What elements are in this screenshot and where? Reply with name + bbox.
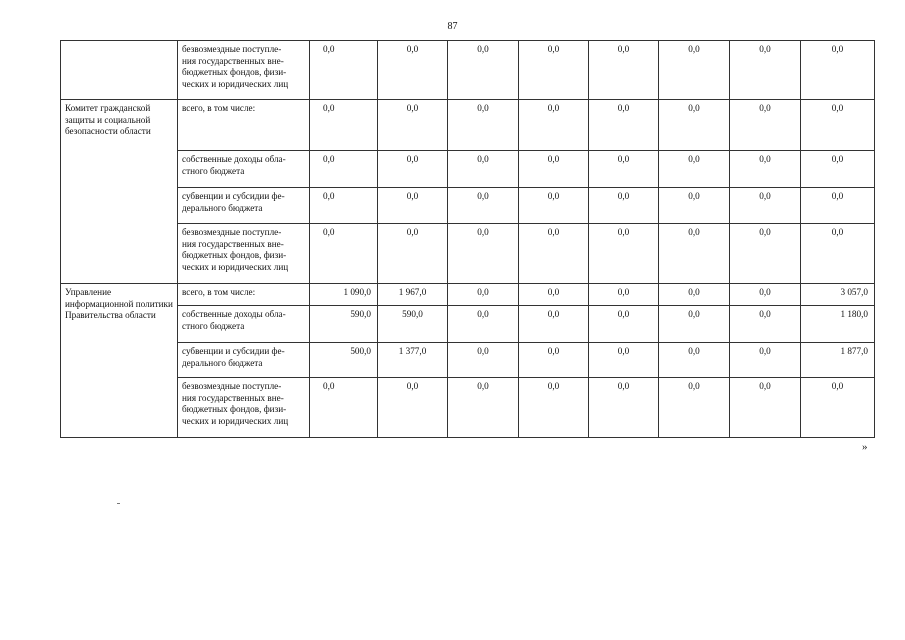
org-cell: Комитет гражданской защиты и социальной безопасности области [61,100,178,284]
value-cell: 0,0 [801,378,875,438]
value-cell: 0,0 [448,41,519,100]
value-cell: 0,0 [659,306,730,343]
value-cell: 0,0 [310,151,378,188]
value-cell: 0,0 [589,41,659,100]
source-cell: безвозмездные поступле- ния государственных вне- бюджетных фондов, физи- ческих и юридических лиц [178,224,310,284]
value-cell: 0,0 [730,378,801,438]
value-cell: 0,0 [378,188,448,224]
value-cell: 0,0 [378,378,448,438]
value-cell: 0,0 [730,224,801,284]
value-cell: 3 057,0 [801,284,875,306]
value-cell: 0,0 [310,100,378,151]
table-row [61,378,875,438]
value-cell: 0,0 [589,188,659,224]
scan-artifact [117,503,120,504]
table-row [61,41,875,100]
source-cell: безвозмездные поступле- ния государственных вне- бюджетных фондов, физи- ческих и юридических лиц [178,41,310,100]
value-cell: 0,0 [730,100,801,151]
value-cell: 0,0 [659,41,730,100]
value-cell: 0,0 [448,378,519,438]
value-cell: 0,0 [659,343,730,378]
value-cell: 590,0 [310,306,378,343]
table-row [61,224,875,284]
value-cell: 1 180,0 [801,306,875,343]
value-cell: 0,0 [448,343,519,378]
value-cell: 0,0 [448,306,519,343]
value-cell: 1 090,0 [310,284,378,306]
value-cell: 0,0 [589,378,659,438]
value-cell: 1 877,0 [801,343,875,378]
value-cell: 0,0 [659,188,730,224]
value-cell: 0,0 [448,224,519,284]
value-cell: 0,0 [310,378,378,438]
value-cell: 0,0 [378,100,448,151]
source-cell: собственные доходы обла- стного бюджета [178,151,310,188]
value-cell: 0,0 [589,151,659,188]
value-cell: 0,0 [730,284,801,306]
value-cell: 0,0 [801,151,875,188]
value-cell: 0,0 [659,224,730,284]
budget-table [60,40,875,438]
value-cell: 0,0 [730,151,801,188]
source-cell: субвенции и субсидии фе- дерального бюджета [178,188,310,224]
value-cell: 0,0 [310,41,378,100]
value-cell: 0,0 [730,41,801,100]
value-cell: 0,0 [519,224,589,284]
table-row [61,188,875,224]
value-cell: 0,0 [378,41,448,100]
value-cell: 0,0 [659,284,730,306]
value-cell: 0,0 [519,100,589,151]
table-row [61,306,875,343]
org-cell [61,41,178,100]
source-cell: всего, в том числе: [178,284,310,306]
table-row [61,284,875,306]
page-number: 87 [447,21,458,32]
value-cell: 0,0 [378,224,448,284]
value-cell: 0,0 [448,188,519,224]
source-cell: субвенции и субсидии фе- дерального бюджета [178,343,310,378]
value-cell: 0,0 [519,306,589,343]
value-cell: 0,0 [589,306,659,343]
value-cell: 0,0 [589,284,659,306]
value-cell: 500,0 [310,343,378,378]
value-cell: 0,0 [730,306,801,343]
closing-quote-mark: » [862,441,868,453]
value-cell: 0,0 [589,343,659,378]
value-cell: 0,0 [801,188,875,224]
value-cell: 0,0 [378,151,448,188]
value-cell: 0,0 [448,151,519,188]
value-cell: 0,0 [801,224,875,284]
value-cell: 0,0 [519,151,589,188]
value-cell: 0,0 [310,188,378,224]
source-cell: всего, в том числе: [178,100,310,151]
value-cell: 0,0 [589,100,659,151]
value-cell: 0,0 [589,224,659,284]
table-row [61,100,875,151]
source-cell: безвозмездные поступле- ния государственных вне- бюджетных фондов, физи- ческих и юридических лиц [178,378,310,438]
value-cell: 0,0 [659,378,730,438]
value-cell: 0,0 [801,41,875,100]
table-row [61,151,875,188]
value-cell: 0,0 [801,100,875,151]
value-cell: 0,0 [448,100,519,151]
value-cell: 1 967,0 [378,284,448,306]
value-cell: 0,0 [448,284,519,306]
table-body [61,41,875,438]
value-cell: 0,0 [730,188,801,224]
source-cell: собственные доходы обла- стного бюджета [178,306,310,343]
value-cell: 590,0 [378,306,448,343]
value-cell: 0,0 [519,343,589,378]
value-cell: 0,0 [659,151,730,188]
value-cell: 0,0 [659,100,730,151]
value-cell: 0,0 [730,343,801,378]
value-cell: 0,0 [519,41,589,100]
value-cell: 0,0 [519,284,589,306]
value-cell: 0,0 [519,378,589,438]
org-cell: Управление информационной политики Правительства области [61,284,178,438]
value-cell: 0,0 [310,224,378,284]
value-cell: 0,0 [519,188,589,224]
table-row [61,343,875,378]
value-cell: 1 377,0 [378,343,448,378]
